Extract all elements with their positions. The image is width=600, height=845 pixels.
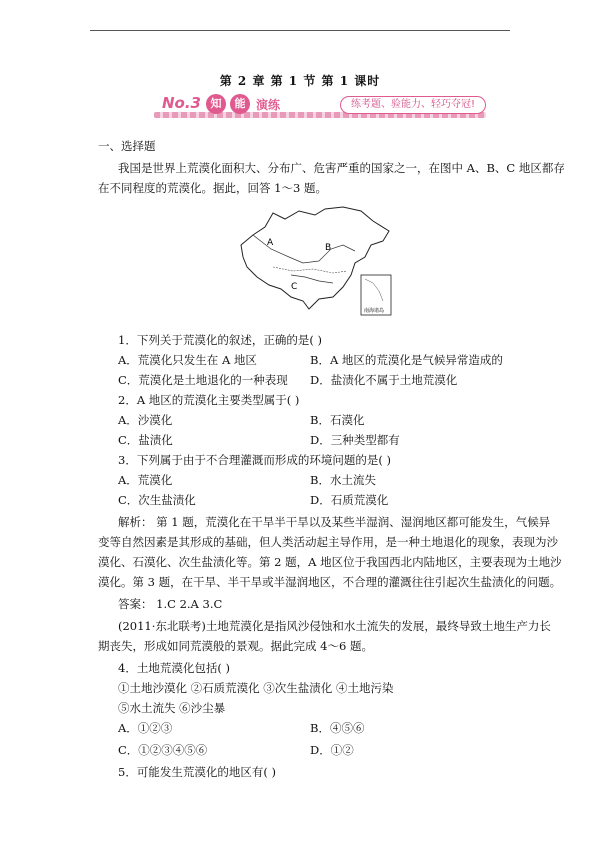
chapter-title: 第 2 章 第 1 节 第 1 课时 — [219, 74, 381, 88]
analysis-line-4: 漠化。第 3 题，在干旱、半干旱或半湿润地区，不合理的灌溉往往引起次生盐渍化的问题。 — [98, 575, 562, 589]
q3-option-d: D．石质荒漠化 — [310, 493, 389, 507]
q3-option-c: C．次生盐渍化 — [118, 493, 196, 507]
q1-option-d: D．盐渍化不属于土地荒漠化 — [310, 373, 458, 387]
china-map-figure — [233, 205, 398, 320]
analysis-line-1: 解析： 第 1 题，荒漠化在干旱半干旱以及某些半湿润、湿润地区都可能发生，气候异 — [118, 515, 551, 529]
q4-option-a: A．①②③ — [118, 721, 173, 735]
q2-stem: 2．A 地区的荒漠化主要类型属于( ) — [118, 393, 300, 407]
q3-stem: 3．下列属于由于不合理灌溉而形成的环境问题的是( ) — [118, 453, 391, 467]
header-rule — [90, 30, 510, 31]
context-line-1: (2011·东北联考)土地荒漠化是指风沙侵蚀和水土流失的发展，最终导致土地生产力长 — [118, 619, 551, 633]
analysis-line-2: 变等自然因素是其形成的基础，但人类活动起主导作用，是一种土地退化的现象，表现为沙 — [98, 535, 558, 549]
q4-stem: 4．土地荒漠化包括( ) — [118, 661, 230, 675]
section-title: 一、选择题 — [98, 139, 156, 153]
q4-items-1: ①土地沙漠化 ②石质荒漠化 ③次生盐渍化 ④土地污染 — [118, 681, 394, 695]
banner-word: 演练 — [256, 98, 281, 112]
q1-option-b: B．A 地区的荒漠化是气候异常造成的 — [310, 353, 503, 367]
river-line — [273, 267, 347, 273]
q2-option-d: D．三种类型都有 — [310, 433, 400, 447]
region-boundary-a — [253, 235, 319, 263]
answer-line: 答案： 1.C 2.A 3.C — [118, 597, 223, 611]
q4-option-d: D．①② — [310, 743, 354, 757]
q5-stem: 5．可能发生荒漠化的地区有( ) — [118, 765, 276, 779]
map-label-c: C — [291, 282, 298, 292]
q1-stem: 1．下列关于荒漠化的叙述，正确的是( ) — [118, 333, 322, 347]
q4-option-c: C．①②③④⑤⑥ — [118, 743, 208, 757]
context-line-2: 期丧失，形成如同荒漠般的景观。据此完成 4～6 题。 — [98, 639, 373, 653]
q4-option-b: B．④⑤⑥ — [310, 721, 365, 735]
banner-bubble-2: 能 — [230, 94, 250, 114]
banner-bubble-1: 知 — [206, 94, 226, 114]
q2-option-c: C．盐渍化 — [118, 433, 173, 447]
q2-option-a: A．沙漠化 — [118, 413, 173, 427]
map-label-b: B — [325, 243, 332, 253]
q3-option-a: A．荒漠化 — [118, 473, 173, 487]
q2-option-b: B．石漠化 — [310, 413, 365, 427]
region-boundary-c — [291, 275, 333, 283]
banner-number: No.3 — [162, 94, 201, 112]
analysis-line-3: 漠化、石漠化、次生盐渍化等。第 2 题，A 地区位于我国西北内陆地区，主要表现为土地沙 — [98, 555, 562, 569]
q1-option-a: A．荒漠化只发生在 A 地区 — [118, 353, 257, 367]
banner-slogan: 练考题、验能力、轻巧夺冠! — [340, 96, 486, 114]
q1-option-c: C．荒漠化是土地退化的一种表现 — [118, 373, 288, 387]
intro-line-2: 在不同程度的荒漠化。据此，回答 1～3 题。 — [98, 181, 327, 195]
practice-banner — [154, 94, 486, 120]
q4-items-2: ⑤水土流失 ⑥沙尘暴 — [118, 701, 226, 715]
intro-line-1: 我国是世界上荒漠化面积大、分布广、危害严重的国家之一，在图中 A、B、C 地区都存 — [118, 161, 565, 175]
map-inset-label: 南海诸岛 — [364, 308, 385, 314]
map-label-a: A — [267, 238, 274, 248]
q3-option-b: B．水土流失 — [310, 473, 376, 487]
